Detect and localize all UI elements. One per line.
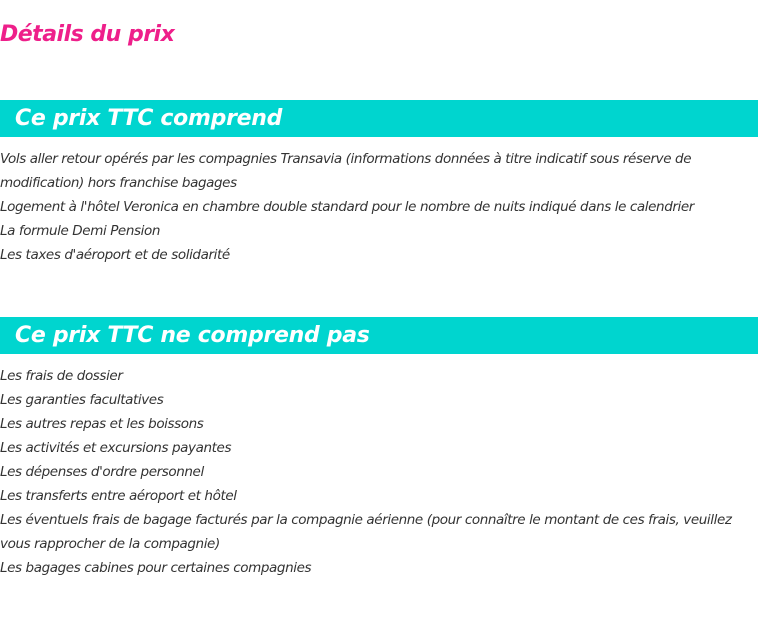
- page-title: Détails du prix: [0, 22, 175, 47]
- excludes-list-item: Les frais de dossier: [0, 368, 123, 384]
- excludes-list-item: Les garanties facultatives: [0, 392, 164, 408]
- excludes-list: [0, 364, 752, 580]
- excludes-list-item: Les éventuels frais de bagage facturés par la compagnie aérienne (pour connaître le montant de ces frais, veuillez vous rapprocher de la compagnie): [0, 512, 732, 552]
- excludes-list-item: Les dépenses d'ordre personnel: [0, 464, 204, 480]
- excludes-list-item: Les bagages cabines pour certaines compagnies: [0, 560, 312, 576]
- excludes-list-item: Les autres repas et les boissons: [0, 416, 204, 432]
- includes-list-item: La formule Demi Pension: [0, 223, 160, 239]
- includes-list: [0, 147, 752, 267]
- includes-list-item: Logement à l'hôtel Veronica en chambre double standard pour le nombre de nuits indiqué dans le calendrier: [0, 199, 694, 215]
- excludes-list-item: Les transferts entre aéroport et hôtel: [0, 488, 237, 504]
- includes-list-item: Vols aller retour opérés par les compagnies Transavia (informations données à titre indicatif sous réserve de modification) hors franchise bagages: [0, 151, 692, 191]
- excludes-section-heading: Ce prix TTC ne comprend pas: [0, 317, 758, 354]
- includes-section-heading: Ce prix TTC comprend: [0, 100, 758, 137]
- excludes-list-item: Les activités et excursions payantes: [0, 440, 232, 456]
- includes-list-item: Les taxes d'aéroport et de solidarité: [0, 247, 230, 263]
